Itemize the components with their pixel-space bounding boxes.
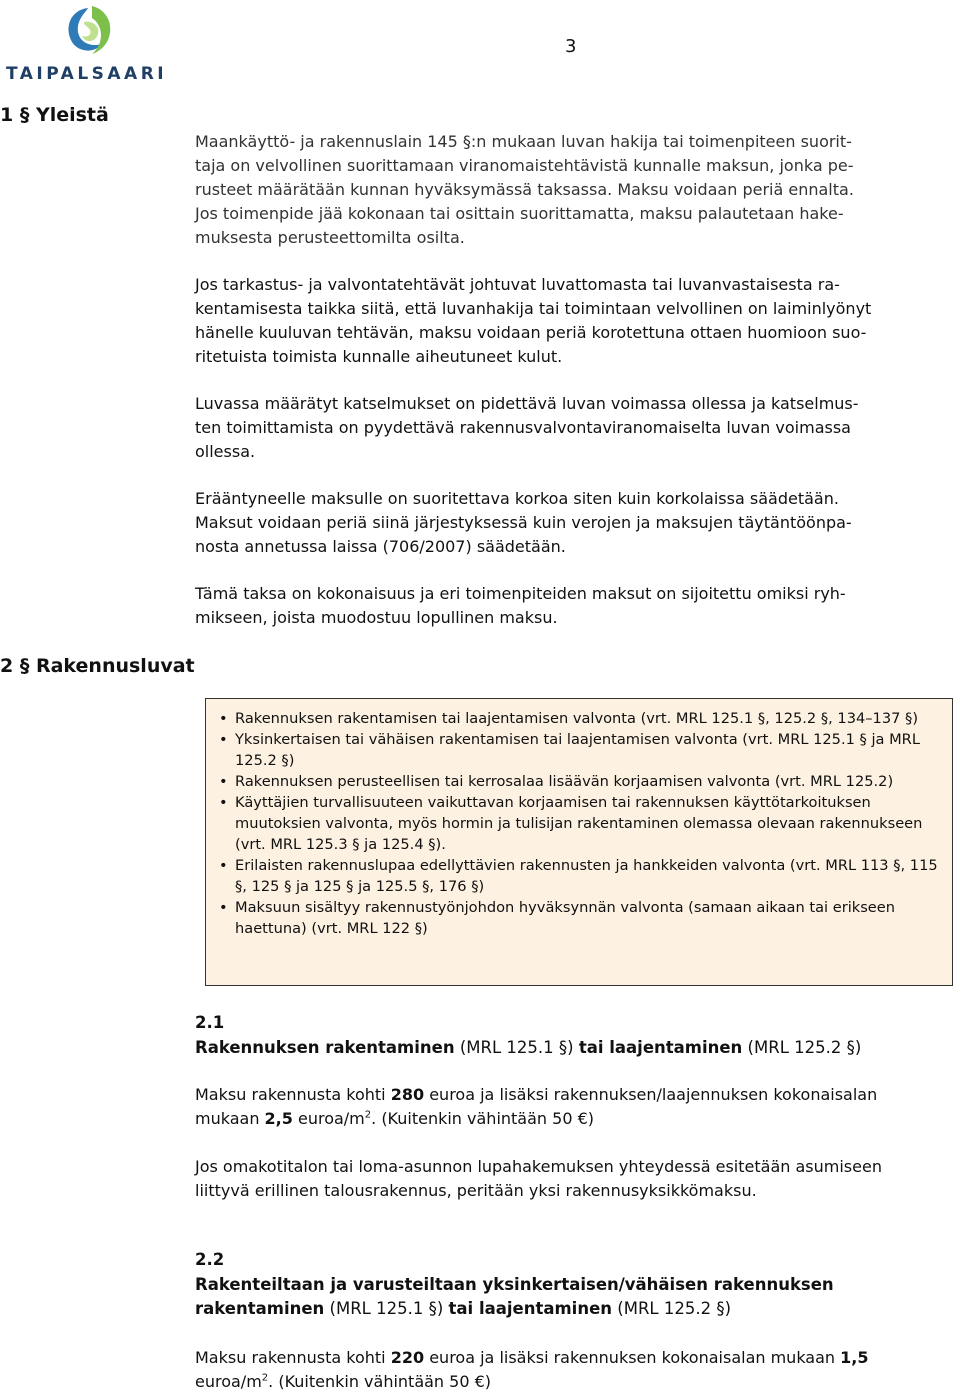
- text-line: taja on velvollinen suorittamaan viranomaistehtävistä kunnalle maksun, jonka pe-: [195, 156, 854, 175]
- list-item: [206, 792, 952, 855]
- list-item-text: Rakennuksen perusteellisen tai kerrosalaa lisäävän korjaamisen valvonta (vrt. MRL 125.2): [235, 773, 894, 790]
- text-line: [195, 1370, 957, 1394]
- page-number: 3: [565, 36, 577, 57]
- list-item: [206, 771, 952, 792]
- text-line: Jos toimenpide jää kokonaan tai osittain suorittamatta, maksu palautetaan hake-: [195, 204, 844, 223]
- yleista-paragraph-3: [195, 392, 957, 464]
- bullet-icon: •: [219, 731, 228, 748]
- text-line: nosta annetussa laissa (706/2007) säädetään.: [195, 537, 566, 556]
- yleista-paragraph-1: [195, 130, 957, 250]
- text-line: ten toimittamista on pyydettävä rakennusvalvontaviranomaiselta luvan voimassa: [195, 418, 851, 437]
- text-run: euroa ja lisäksi rakennuksen kokonaisalan mukaan: [424, 1348, 841, 1367]
- title-bold: tai laajentaminen: [448, 1299, 613, 1318]
- text-line: Maksut voidaan periä siinä järjestyksessä kuin verojen ja maksujen täytäntöönpa-: [195, 513, 852, 532]
- title-bold: rakentaminen: [195, 1299, 325, 1318]
- yleista-paragraph-4: [195, 487, 957, 559]
- title-ref: (MRL 125.2 §): [742, 1038, 862, 1057]
- fee-rate: 1,5: [840, 1348, 869, 1367]
- outbuilding-paragraph: [195, 1155, 957, 1203]
- taipalsaari-logo: [6, 4, 171, 84]
- text-run: euroa/m: [292, 1109, 365, 1128]
- title-bold: Rakennuksen rakentaminen: [195, 1038, 455, 1057]
- text-run: . (Kuitenkin vähintään 50 €): [268, 1372, 492, 1391]
- text-line: Tämä taksa on kokonaisuus ja eri toimenpiteiden maksut on sijoitettu omiksi ryh-: [195, 584, 846, 603]
- title-bold: tai laajentaminen: [578, 1038, 743, 1057]
- list-item-text: Rakennuksen rakentamisen tai laajentamisen valvonta (vrt. MRL 125.1 §, 125.2 §, 134–137 §): [235, 710, 919, 727]
- text-line: rusteet määrätään kunnan hyväksymässä taksassa. Maksu voidaan periä ennalta.: [195, 180, 854, 199]
- text-run: Maksu rakennusta kohti: [195, 1348, 391, 1367]
- text-line: [195, 1083, 957, 1107]
- list-item-text: Yksinkertaisen tai vähäisen rakentamisen tai laajentamisen valvonta (vrt. MRL 125.1 § ja MRL 125.2 §): [235, 731, 920, 769]
- fee-amount: 220: [390, 1348, 425, 1367]
- text-line: [195, 1107, 957, 1131]
- superscript: 2: [261, 1372, 269, 1384]
- logo-wordmark: TAIPALSAARI: [6, 64, 168, 84]
- text-run: . (Kuitenkin vähintään 50 €): [371, 1109, 595, 1128]
- text-line: Erääntyneelle maksulle on suoritettava korkoa siten kuin korkolaissa säädetään.: [195, 489, 839, 508]
- title-line: Rakenteiltaan ja varusteiltaan yksinkertaisen/vähäisen rakennuksen: [195, 1275, 834, 1294]
- fee-paragraph-2-2: [195, 1346, 957, 1394]
- bullet-icon: •: [219, 710, 228, 727]
- list-item-text: Käyttäjien turvallisuuteen vaikuttavan korjaamisen tai rakennuksen käyttötarkoituksen muutoksien valvonta, myös hormin ja tulisijan rakentaminen olemassa olevaan rakennukseen (vrt. MRL 125.3 § ja 125.4 §).: [235, 794, 923, 853]
- supervision-scope-box: [205, 698, 953, 986]
- text-run: Maksu rakennusta kohti: [195, 1085, 391, 1104]
- list-item: [206, 729, 952, 771]
- section-heading-rakennusluvat: 2 § Rakennusluvat: [0, 655, 195, 677]
- text-line: hänelle kuuluvan tehtävän, maksu voidaan periä korotettuna ottaen huomioon suo-: [195, 323, 867, 342]
- list-item: [206, 897, 952, 939]
- subsection-number: 2.1: [195, 1013, 225, 1032]
- fee-paragraph-2-1: [195, 1083, 957, 1131]
- title-line: [195, 1297, 834, 1321]
- bullet-icon: •: [219, 773, 228, 790]
- text-run: mukaan: [195, 1109, 265, 1128]
- text-line: Jos omakotitalon tai loma-asunnon lupahakemuksen yhteydessä esitetään asumiseen: [195, 1157, 882, 1176]
- subsection-title: [195, 1273, 834, 1321]
- text-line: mikseen, joista muodostuu lopullinen maksu.: [195, 608, 558, 627]
- text-line: Jos tarkastus- ja valvontatehtävät johtuvat luvattomasta tai luvanvastaisesta ra-: [195, 275, 840, 294]
- yleista-paragraph-2: [195, 273, 957, 369]
- logo-emblem-icon: [58, 4, 118, 62]
- text-line: ollessa.: [195, 442, 256, 461]
- subsection-title: [195, 1036, 861, 1060]
- text-line: kentamisesta taikka siitä, että luvanhakija tai toimintaan velvollinen on laiminlyönyt: [195, 299, 872, 318]
- text-line: Maankäyttö- ja rakennuslain 145 §:n mukaan luvan hakija tai toimenpiteen suorit-: [195, 132, 852, 151]
- superscript: 2: [364, 1109, 372, 1121]
- text-run: euroa ja lisäksi rakennuksen/laajennuksen kokonaisalan: [424, 1085, 878, 1104]
- fee-amount: 280: [390, 1085, 425, 1104]
- subsection-number: 2.2: [195, 1250, 225, 1269]
- list-item: [206, 855, 952, 897]
- title-ref: (MRL 125.1 §): [324, 1299, 449, 1318]
- bullet-icon: •: [219, 857, 228, 874]
- text-line: liittyvä erillinen talousrakennus, peritään yksi rakennusyksikkömaksu.: [195, 1181, 757, 1200]
- fee-rate: 2,5: [264, 1109, 293, 1128]
- text-line: muksesta perusteettomilta osilta.: [195, 228, 465, 247]
- text-line: Luvassa määrätyt katselmukset on pidettävä luvan voimassa ollessa ja katselmus-: [195, 394, 859, 413]
- supervision-list: [206, 708, 952, 939]
- bullet-icon: •: [219, 899, 228, 916]
- list-item-text: Erilaisten rakennuslupaa edellyttävien rakennusten ja hankkeiden valvonta (vrt. MRL 113 §, 115 §, 125 § ja 125 § ja 125.5 §, 176 §): [235, 857, 938, 895]
- section-heading-yleista: 1 § Yleistä: [0, 104, 109, 126]
- yleista-paragraph-5: [195, 582, 957, 630]
- list-item: [206, 708, 952, 729]
- text-run: euroa/m: [195, 1372, 262, 1391]
- text-line: ritetuista toimista kunnalle aiheutuneet kulut.: [195, 347, 563, 366]
- text-line: [195, 1346, 957, 1370]
- title-ref: (MRL 125.1 §): [454, 1038, 579, 1057]
- bullet-icon: •: [219, 794, 228, 811]
- list-item-text: Maksuun sisältyy rakennustyönjohdon hyväksynnän valvonta (samaan aikaan tai erikseen haettuna) (vrt. MRL 122 §): [235, 899, 896, 937]
- title-ref: (MRL 125.2 §): [612, 1299, 732, 1318]
